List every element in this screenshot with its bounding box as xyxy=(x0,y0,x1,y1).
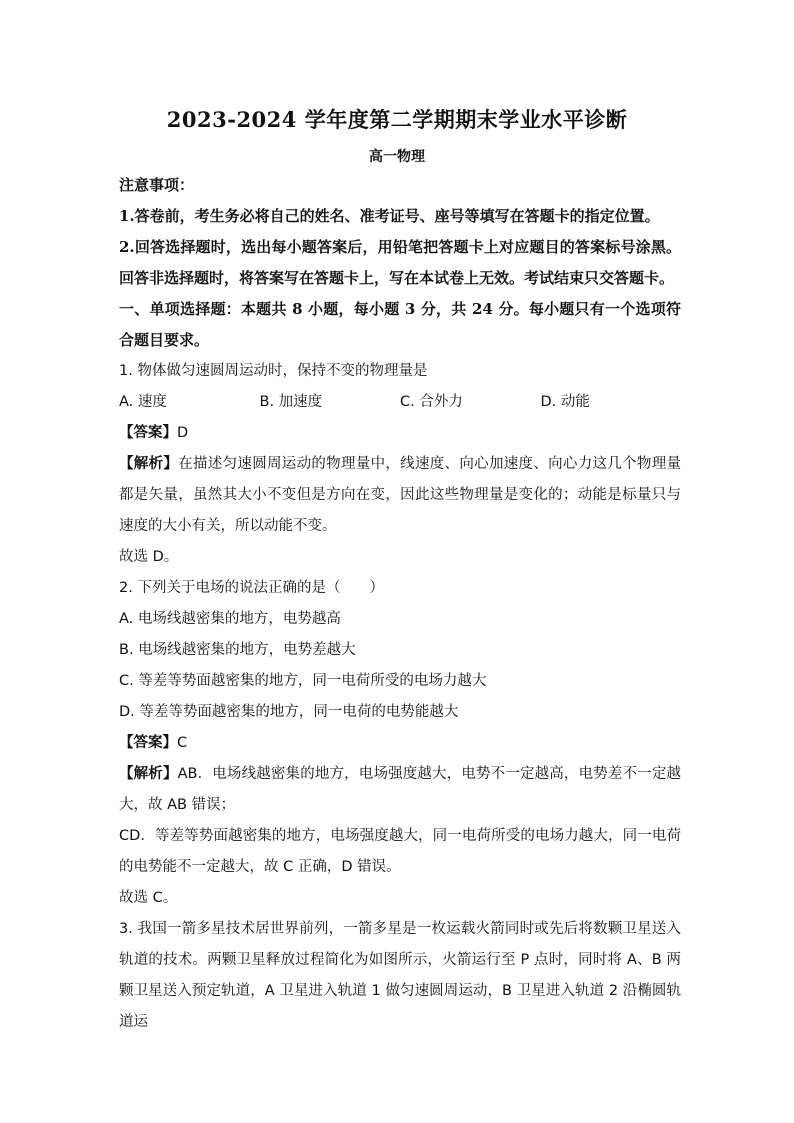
answer-tag: 【答案】 xyxy=(119,425,177,441)
notice-item-2: 2.回答选择题时，选出每小题答案后，用铅笔把答题卡上对应题目的答案标号涂黑。回答非选择题时，将答案写在答题卡上，写在本试卷上无效。考试结束只交答题卡。 xyxy=(119,238,681,287)
question-1-option-b: B. 加速度 xyxy=(259,394,323,410)
question-2-option-b: B. 电场线越密集的地方，电势差越大 xyxy=(119,642,356,658)
answer-value: C xyxy=(177,735,188,751)
question-1-stem: 1. 物体做匀速圆周运动时，保持不变的物理量是 xyxy=(119,363,428,379)
question-2-option-a: A. 电场线越密集的地方，电势越高 xyxy=(119,611,341,627)
question-1-option-a: A. 速度 xyxy=(119,394,167,410)
question-1-answer xyxy=(119,418,681,449)
question-1-option-d: D. 动能 xyxy=(540,394,590,410)
question-1-conclusion: 故选 D。 xyxy=(119,549,179,565)
question-2-option-d: D. 等差等势面越密集的地方，同一电荷的电势能越大 xyxy=(119,704,459,720)
analysis-text: AB．电场线越密集的地方，电场强度越大，电势不一定越高，电势差不一定越大，故 AB 错误； xyxy=(119,766,681,813)
question-2-analysis-ab xyxy=(119,759,681,821)
notice-item-1: 1.答卷前，考生务必将自己的姓名、准考证号、座号等填写在答题卡的指定位置。 xyxy=(119,207,660,225)
notice-heading: 注意事项： xyxy=(119,176,195,194)
analysis-tag: 【解析】 xyxy=(119,766,178,782)
document-subtitle: 高一物理 xyxy=(369,149,425,165)
question-2-stem: 2. 下列关于电场的说法正确的是（ ） xyxy=(119,580,384,596)
answer-value: D xyxy=(177,425,189,441)
question-1-analysis xyxy=(119,449,681,542)
question-2-analysis-cd: CD．等差等势面越密集的地方，电场强度越大，同一电荷所受的电场力越大，同一电荷的电势能不一定越大，故 C 正确，D 错误。 xyxy=(119,828,681,875)
question-2-conclusion: 故选 C。 xyxy=(119,890,178,906)
section-1-heading: 一、单项选择题：本题共 8 小题，每小题 3 分，共 24 分。每小题只有一个选项符合题目要求。 xyxy=(119,300,681,349)
analysis-tag: 【解析】 xyxy=(119,456,179,472)
question-1-options xyxy=(119,387,681,418)
question-3-stem: 3. 我国一箭多星技术居世界前列，一箭多星是一枚运载火箭同时或先后将数颗卫星送入轨道的技术。两颗卫星释放过程简化为如图所示，火箭运行至 P 点时，同时将 A、B 两颗卫星送入预定轨道，A 卫星进入轨道 1 做匀速圆周运动，B 卫星进入轨道 2 沿椭圆轨道运 xyxy=(119,921,681,1030)
document-title: 2023-2024 学年度第二学期期末学业水平诊断 xyxy=(166,107,628,132)
question-2-answer xyxy=(119,728,681,759)
question-1-option-c: C. 合外力 xyxy=(400,394,463,410)
analysis-text: 在描述匀速圆周运动的物理量中，线速度、向心加速度、向心力这几个物理量都是矢量，虽然其大小不变但是方向在变，因此这些物理量是变化的；动能是标量只与速度的大小有关，所以动能不变。 xyxy=(119,456,682,534)
question-2-option-c: C. 等差等势面越密集的地方，同一电荷所受的电场力越大 xyxy=(119,673,487,689)
answer-tag: 【答案】 xyxy=(119,735,177,751)
document-body xyxy=(119,170,681,1038)
